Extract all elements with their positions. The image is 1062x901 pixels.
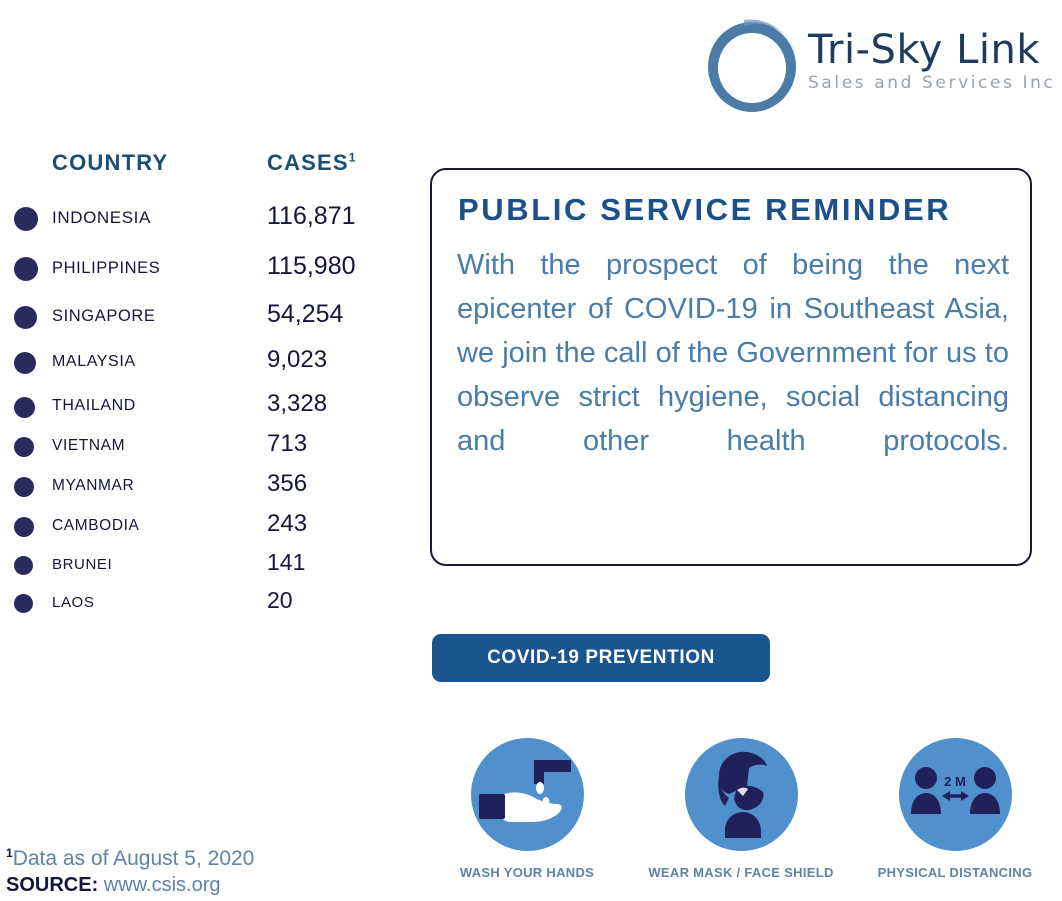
prevention-item-physical-distancing — [848, 738, 1062, 880]
prevention-icons-row — [420, 738, 1062, 898]
source-label: SOURCE: — [6, 874, 99, 896]
row-country-name: PHILIPPINES — [52, 258, 161, 277]
prevention-label-physical-distancing: PHYSICAL DISTANCING — [877, 865, 1033, 880]
row-bullet-icon — [14, 397, 35, 418]
logo-tagline: Sales and Services Inc — [808, 73, 1056, 93]
column-header-cases — [267, 150, 355, 176]
logo-ring-icon — [700, 16, 802, 116]
row-country-name: BRUNEI — [52, 555, 113, 573]
row-country-name: VIETNAM — [52, 437, 126, 455]
table-header — [0, 150, 400, 184]
row-case-count: 3,328 — [267, 390, 328, 418]
row-bullet-icon — [14, 437, 34, 457]
row-country-name: THAILAND — [52, 397, 136, 415]
table-row — [0, 301, 400, 345]
country-cases-table — [0, 203, 400, 631]
row-case-count: 54,254 — [267, 299, 344, 328]
row-case-count: 9,023 — [267, 346, 328, 374]
covid-prevention-banner — [432, 634, 770, 682]
physical-distancing-icon — [899, 738, 1012, 851]
row-case-count: 20 — [267, 586, 293, 613]
footnote-marker: 1 — [6, 846, 13, 860]
row-case-count: 356 — [267, 470, 308, 498]
row-bullet-icon — [14, 594, 33, 613]
table-row — [0, 347, 400, 391]
covid-prevention-banner-label: COVID-19 PREVENTION — [487, 647, 715, 668]
table-row — [0, 587, 400, 631]
logo-name: Tri-Sky Link — [808, 27, 1040, 73]
row-case-count: 115,980 — [267, 251, 356, 280]
row-case-count: 243 — [267, 510, 308, 538]
row-bullet-icon — [14, 517, 34, 537]
prevention-item-face-mask — [634, 738, 848, 880]
source-line — [6, 872, 406, 899]
table-row — [0, 203, 400, 247]
footer — [6, 840, 406, 899]
column-header-cases-footnote-marker: 1 — [348, 150, 356, 165]
row-bullet-icon — [14, 556, 33, 575]
footnote — [6, 840, 406, 872]
row-bullet-icon — [14, 207, 38, 231]
row-country-name: LAOS — [52, 593, 95, 611]
brand-logo — [700, 14, 1056, 119]
row-country-name: CAMBODIA — [52, 517, 140, 535]
distancing-distance-label: 2 M — [943, 774, 966, 789]
column-header-country: COUNTRY — [52, 150, 169, 175]
public-service-reminder-title: PUBLIC SERVICE REMINDER — [458, 192, 952, 227]
row-bullet-icon — [14, 306, 37, 329]
footnote-text: Data as of August 5, 2020 — [12, 847, 255, 870]
wash-hands-icon — [471, 738, 584, 851]
row-bullet-icon — [14, 477, 34, 497]
row-bullet-icon — [14, 257, 38, 281]
source-url[interactable]: www.csis.org — [103, 874, 221, 896]
face-mask-icon — [685, 738, 798, 851]
row-country-name: INDONESIA — [52, 208, 151, 228]
prevention-item-wash-hands — [420, 738, 634, 880]
row-case-count: 116,871 — [267, 201, 356, 230]
public-service-reminder-body: With the prospect of being the next epicenter of COVID-19 in Southeast Asia, we join the call of the Government for us to observe strict hygiene, social distancing and other health protocols. — [457, 249, 1009, 457]
prevention-label-face-mask: WEAR MASK / FACE SHIELD — [648, 865, 834, 880]
row-country-name: SINGAPORE — [52, 306, 156, 325]
row-case-count: 141 — [267, 548, 306, 575]
row-country-name: MYANMAR — [52, 477, 135, 495]
table-row — [0, 471, 400, 515]
row-case-count: 713 — [267, 430, 308, 458]
column-header-cases-label: CASES — [267, 150, 349, 175]
table-row — [0, 431, 400, 475]
prevention-label-wash-hands: WASH YOUR HANDS — [459, 865, 595, 880]
row-bullet-icon — [14, 352, 36, 374]
table-row — [0, 253, 400, 297]
table-row — [0, 391, 400, 435]
row-country-name: MALAYSIA — [52, 353, 136, 371]
public-service-reminder-box — [430, 168, 1032, 566]
